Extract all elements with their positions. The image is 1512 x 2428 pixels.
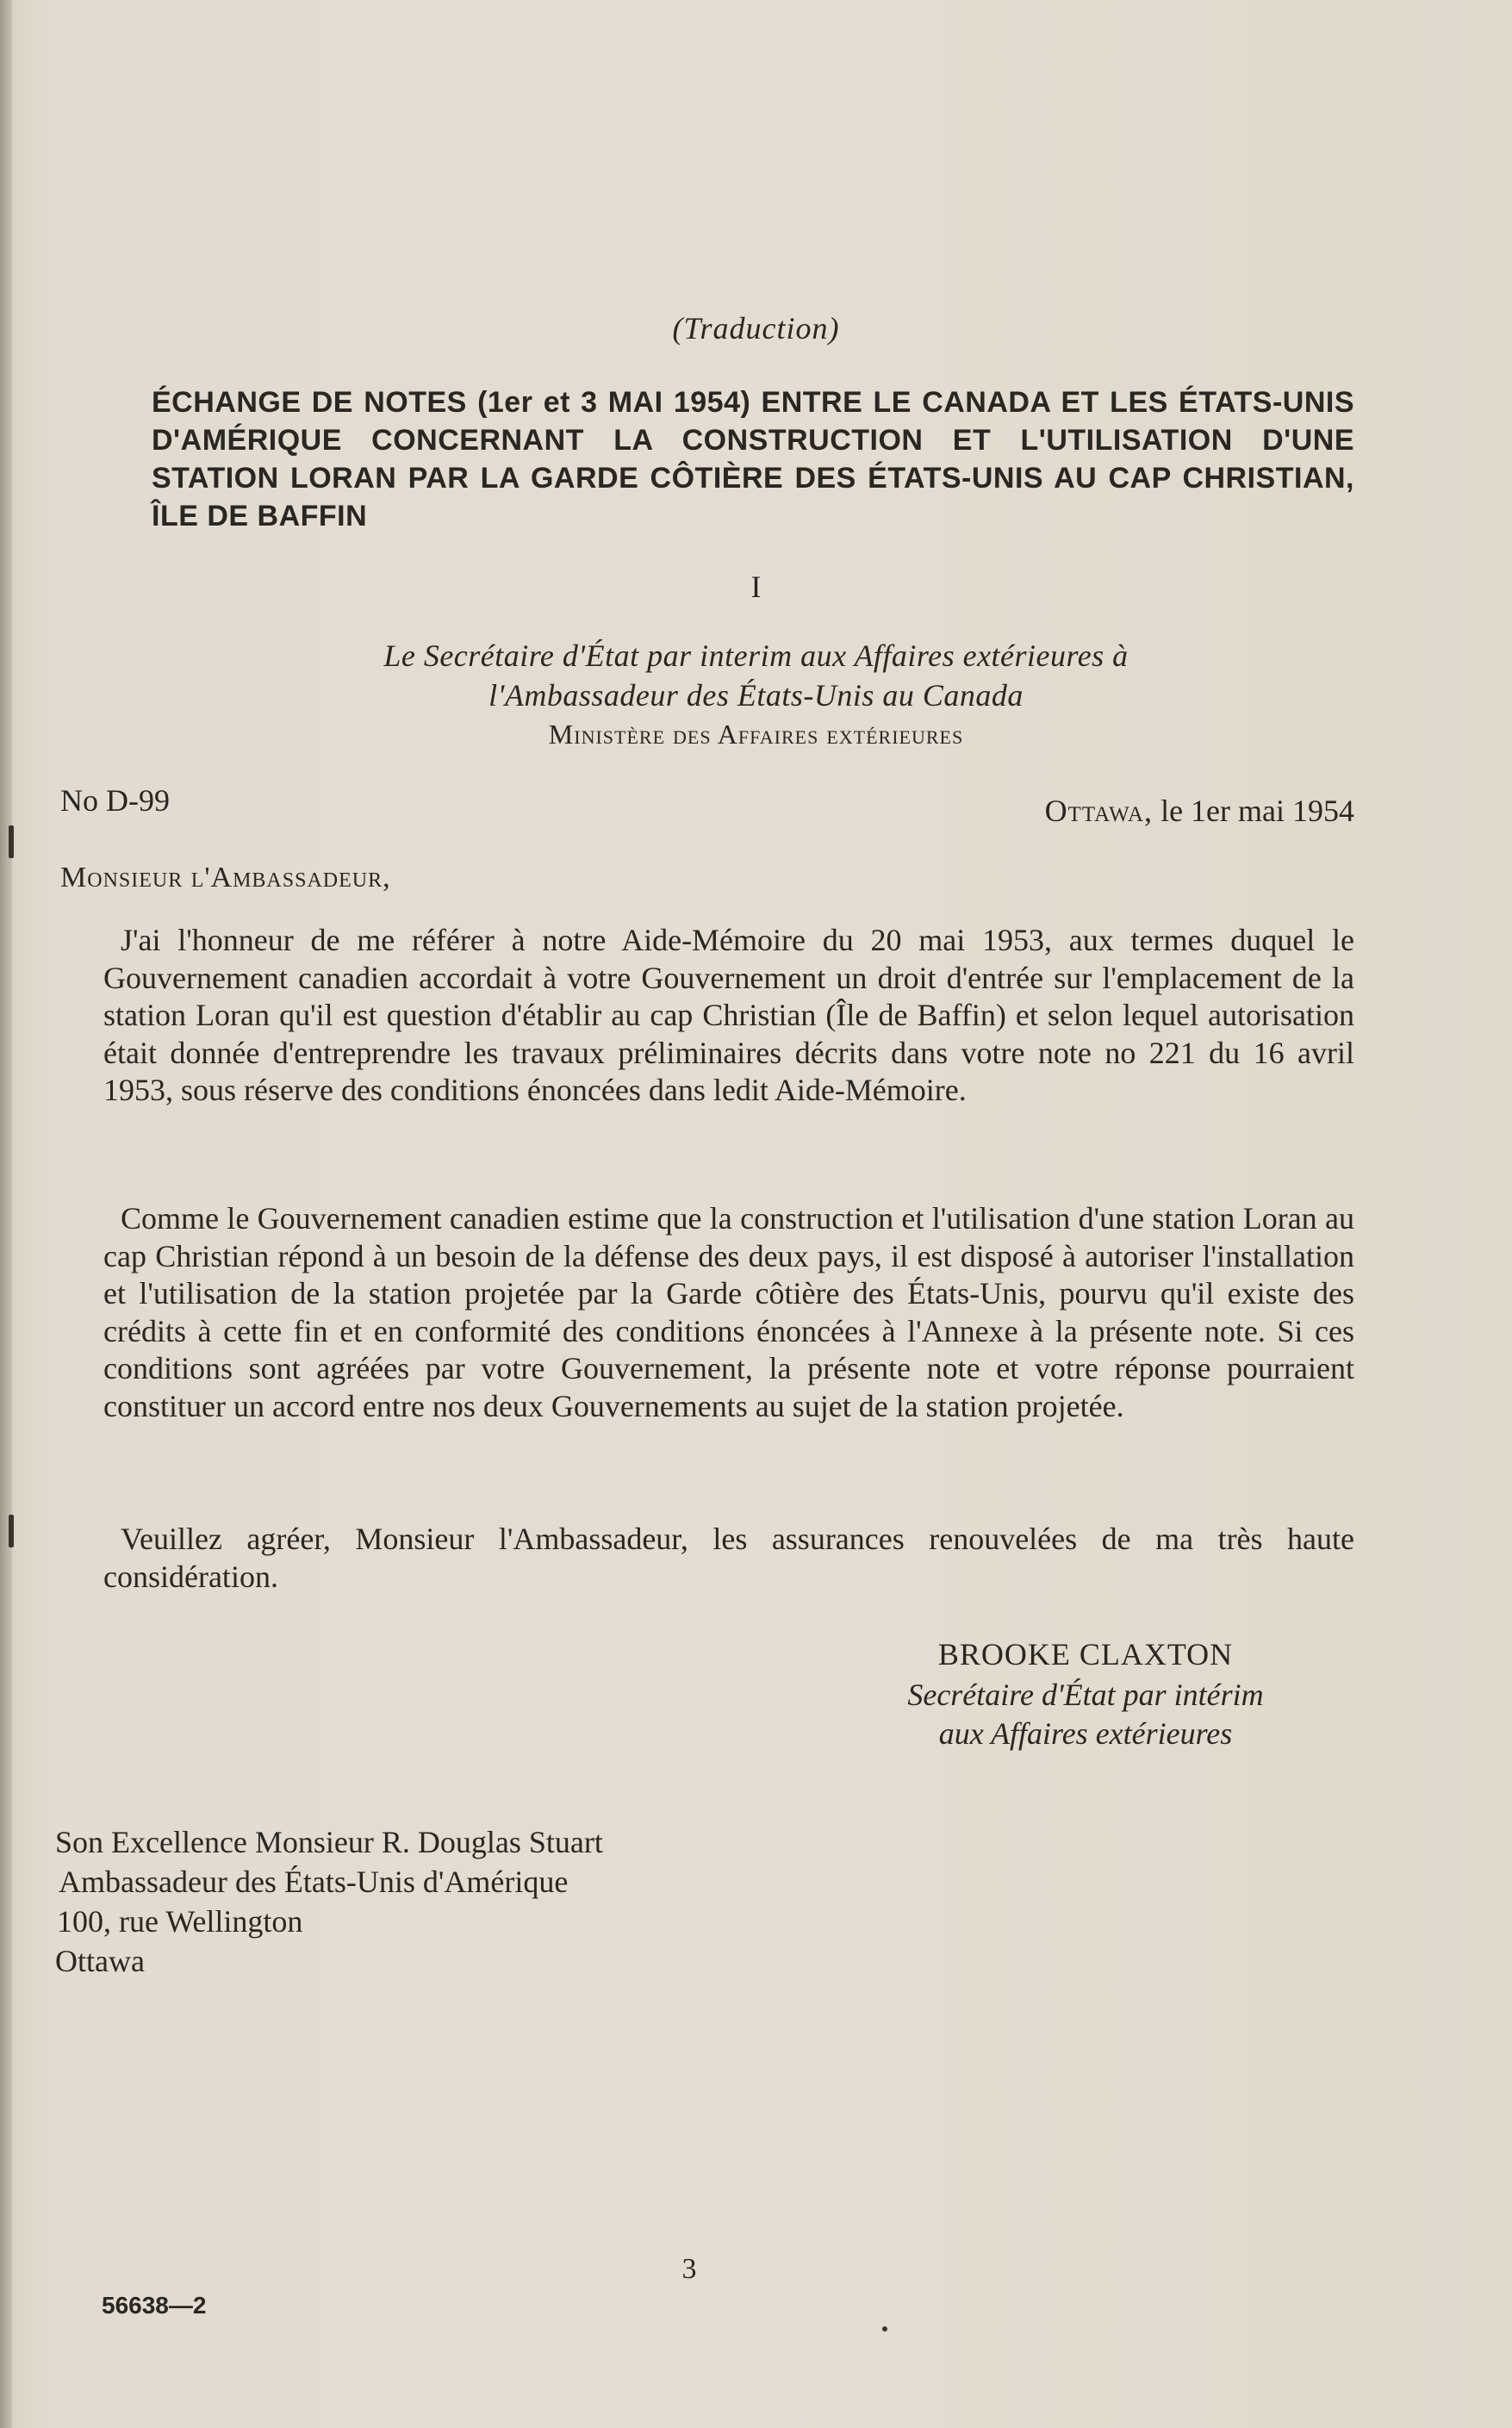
binding-mark xyxy=(9,825,14,858)
dateline xyxy=(1045,793,1354,829)
signatory-title: Secrétaire d'État par intérim xyxy=(907,1678,1264,1712)
translation-note: (Traduction) xyxy=(672,311,840,346)
signatory-name: BROOKE CLAXTON xyxy=(937,1637,1234,1672)
addressee-block xyxy=(55,1822,603,1981)
note-reference: No D-99 xyxy=(60,783,170,818)
binding-mark xyxy=(9,1515,14,1547)
addressee-line: 100, rue Wellington xyxy=(57,1904,303,1939)
to-line: l'Ambassadeur des États-Unis au Canada xyxy=(488,678,1024,713)
date-city: Ottawa, xyxy=(1044,794,1154,828)
signature-block xyxy=(741,1633,1430,1753)
addressee-line: Son Excellence Monsieur R. Douglas Stuart xyxy=(55,1825,603,1859)
print-code: 56638—2 xyxy=(102,2292,207,2319)
paragraph: J'ai l'honneur de me référer à notre Aide-Mémoire du 20 mai 1953, aux termes duquel le Gouvernement canadien accordait à votre Gouvernement un droit d'entrée sur l'emplacement de la station Loran qu'il est question d'établir au cap Christian (Île de Baffin) et selon lequel autorisation était donnée d'entreprendre les travaux préliminaires décrits dans votre note no 221 du 16 avril 1953, sous réserve des conditions énoncées dans ledit Aide-Mémoire. xyxy=(103,923,1354,1107)
signatory-title: aux Affaires extérieures xyxy=(938,1716,1233,1751)
date-text: le 1er mai 1954 xyxy=(1160,794,1354,828)
paragraph: Veuillez agréer, Monsieur l'Ambassadeur, les assurances renouvelées de ma très haute considération. xyxy=(103,1522,1354,1594)
paragraph: Comme le Gouvernement canadien estime que la construction et l'utilisation d'une station Loran au cap Christian répond à un besoin de la défense des deux pays, il est disposé à autoriser l'installation et l'utilisation de la station projetée par la Garde côtière des États-Unis, pourvu qu'il existe des crédits à cette fin et en conformité des conditions énoncées à l'Annexe à la présente note. Si ces conditions sont agréées par votre Gouvernement, la présente note et votre réponse pourraient constituer un accord entre nos deux Gouvernements au sujet de la station projetée. xyxy=(103,1201,1354,1423)
page-number: 3 xyxy=(681,2253,697,2285)
correspondence-heading xyxy=(0,636,1512,715)
addressee-line: Ambassadeur des États-Unis d'Amérique xyxy=(59,1865,569,1899)
from-line: Le Secrétaire d'État par interim aux Affaires extérieures à xyxy=(383,638,1129,673)
print-speck xyxy=(882,2326,887,2332)
page-binding-edge xyxy=(0,0,12,2428)
salutation: Monsieur l'Ambassadeur, xyxy=(60,862,391,893)
addressee-line: Ottawa xyxy=(55,1944,145,1978)
section-numeral: I xyxy=(750,570,762,604)
ministry-name: Ministère des Affaires extérieures xyxy=(548,719,964,750)
document-title: ÉCHANGE DE NOTES (1er et 3 MAI 1954) ENTRE LE CANADA ET LES ÉTATS-UNIS D'AMÉRIQUE CONCERNANT LA CONSTRUCTION ET L'UTILISATION D'UNE STATION LORAN PAR LA GARDE CÔTIÈRE DES ÉTATS-UNIS AU CAP CHRISTIAN, ÎLE DE BAFFIN xyxy=(152,386,1354,532)
